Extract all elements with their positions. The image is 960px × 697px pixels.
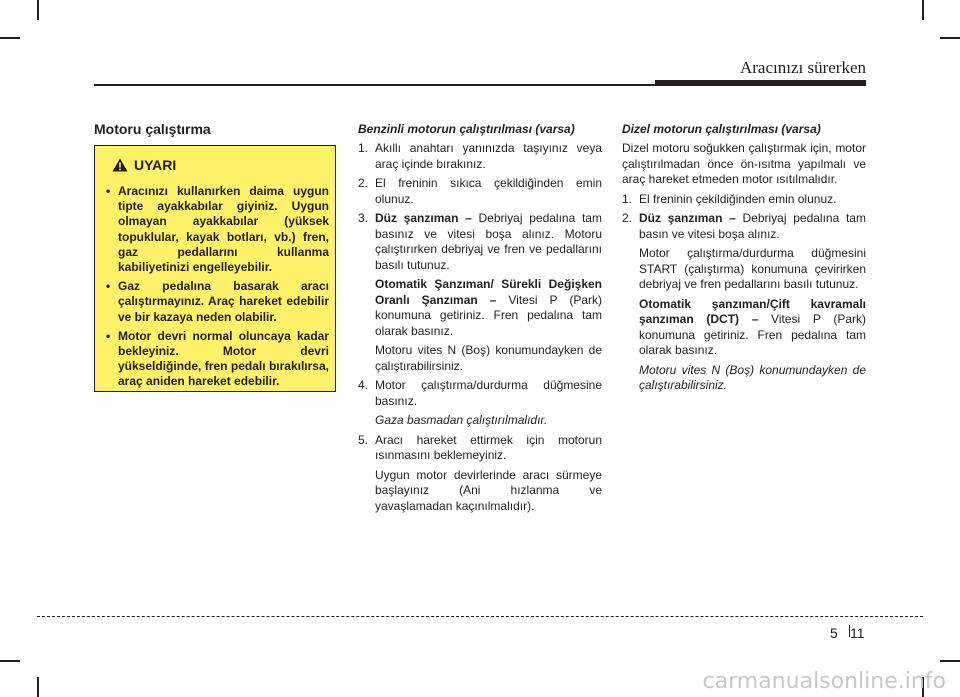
step-continuation (358, 277, 602, 339)
step-text: Aracı hareket ettirmek için motorun ısınmasını beklemeyiniz. (375, 432, 602, 462)
section-title: Motoru çalıştırma (94, 121, 211, 137)
header-rule (94, 84, 866, 86)
list-item (358, 211, 602, 273)
step-text: Vitesi P (Park) konumuna getiriniz. Fren pedalına tam olarak basınız. (375, 292, 602, 338)
list-item (622, 192, 866, 208)
crop-mark (37, 0, 39, 20)
footer-rule (37, 616, 923, 617)
section-number: 5 (830, 625, 838, 641)
watermark: carmanualsonline.info (702, 669, 946, 694)
step-number: 1. (622, 191, 633, 206)
step-number: 1. (358, 141, 369, 155)
step-note: Motoru vites N (Boş) konumundayken de çalıştırabilirsiniz. (375, 343, 602, 373)
warning-box (94, 145, 336, 392)
step-note: Gaza basmadan çalıştırılmalıdır. (375, 413, 548, 427)
crop-mark (0, 660, 20, 662)
warning-item: • Gaz pedalına basarak aracı çalıştırmayınız. Araç hareket edebilir ve bir kazaya neden olabilir. (105, 279, 329, 325)
step-bold-label: Düz şanzıman – (375, 211, 472, 225)
step-continuation (622, 297, 866, 359)
step-number: 5. (358, 432, 369, 447)
step-text: Vitesi P (Park) konumuna getiriniz. Fren pedalına tam olarak basınız. (639, 312, 866, 357)
step-text: Debriyaj pedalına tam basın ve vitesi boşa alınız. (639, 211, 866, 241)
step-text: Akıllı anahtarı yanınızda taşıyınız veya araç içinde bırakınız. (375, 141, 602, 171)
list-item (358, 433, 602, 464)
step-detail: Motor çalıştırma/durdurma düğmesini START (çalıştırma) konumuna çevirirken debriyaj ve fren pedallarını basılı tutunuz. (639, 246, 866, 291)
warning-header (112, 157, 176, 173)
warning-item: • Aracınızı kullanırken daima uygun tipte ayakkabılar giyiniz. Uygun olmayan ayakkabılar (yüksek topuklular, kayak botları, vb.) fren, gaz pedallarını kullanma kabiliyetinizi engelleyebilir. (105, 184, 329, 275)
step-number: 2. (622, 211, 633, 225)
crop-mark (37, 677, 39, 697)
gasoline-title: Benzinli motorun çalıştırılması (varsa) (358, 122, 575, 136)
warning-label: UYARI (134, 157, 177, 173)
crop-mark (922, 0, 924, 20)
chapter-title: Aracınızı sürerken (739, 58, 866, 77)
warning-item: • Motor devri normal oluncaya kadar bekleyiniz. Motor devri yükseldiğinde, fren pedalı bırakılırsa, araç aniden hareket edebilir. (105, 329, 329, 390)
step-number: 4. (358, 378, 369, 392)
step-note: Uygun motor devirlerinde aracı sürmeye başlayınız (Ani hızlanma ve yavaşlamadan kaçınılmalıdır). (375, 467, 602, 513)
step-bold-label: Otomatik şanzıman/Çift kavramalı şanzıman (DCT) – (639, 296, 866, 326)
warning-list (105, 184, 329, 394)
step-text: Motor çalıştırma/durdurma düğmesine basınız. (375, 378, 602, 408)
crop-mark (940, 660, 960, 662)
list-item (358, 141, 602, 172)
diesel-title: Dizel motorun çalıştırılması (varsa) (622, 122, 821, 136)
gasoline-section (358, 122, 602, 518)
step-note: Motoru vites N (Boş) konumundayken de çalıştırabilirsiniz. (639, 362, 866, 392)
warning-triangle-icon (112, 158, 128, 172)
step-text: El freninin sıkıca çekildiğinden emin olunuz. (375, 176, 602, 206)
step-text: Debriyaj pedalına tam basınız ve vitesi boşa alınız. Motoru çalıştırırken debriyaj ve fren ve pedallarını basılı tutunuz. (375, 211, 602, 272)
list-item (358, 378, 602, 409)
step-bold-label: Otomatik Şanzıman/ Sürekli Değişken Oranlı Şanzıman – (375, 277, 602, 307)
diesel-section (622, 122, 866, 398)
step-number: 2. (358, 176, 369, 190)
crop-mark (940, 37, 960, 39)
page-number: 11 (850, 625, 865, 641)
step-text: El freninin çekildiğinden emin olunuz. (639, 191, 837, 206)
list-item (358, 176, 602, 207)
list-item (622, 211, 866, 242)
step-bold-label: Düz şanzıman – (639, 211, 736, 225)
crop-mark (0, 37, 20, 39)
diesel-intro: Dizel motoru soğukken çalıştırmak için, motor çalıştırılmadan önce ön-ısıtma yapılmalı ve araç hareket etmeden motor ısıtılmalıdır. (622, 141, 866, 186)
step-number: 3. (358, 211, 369, 225)
